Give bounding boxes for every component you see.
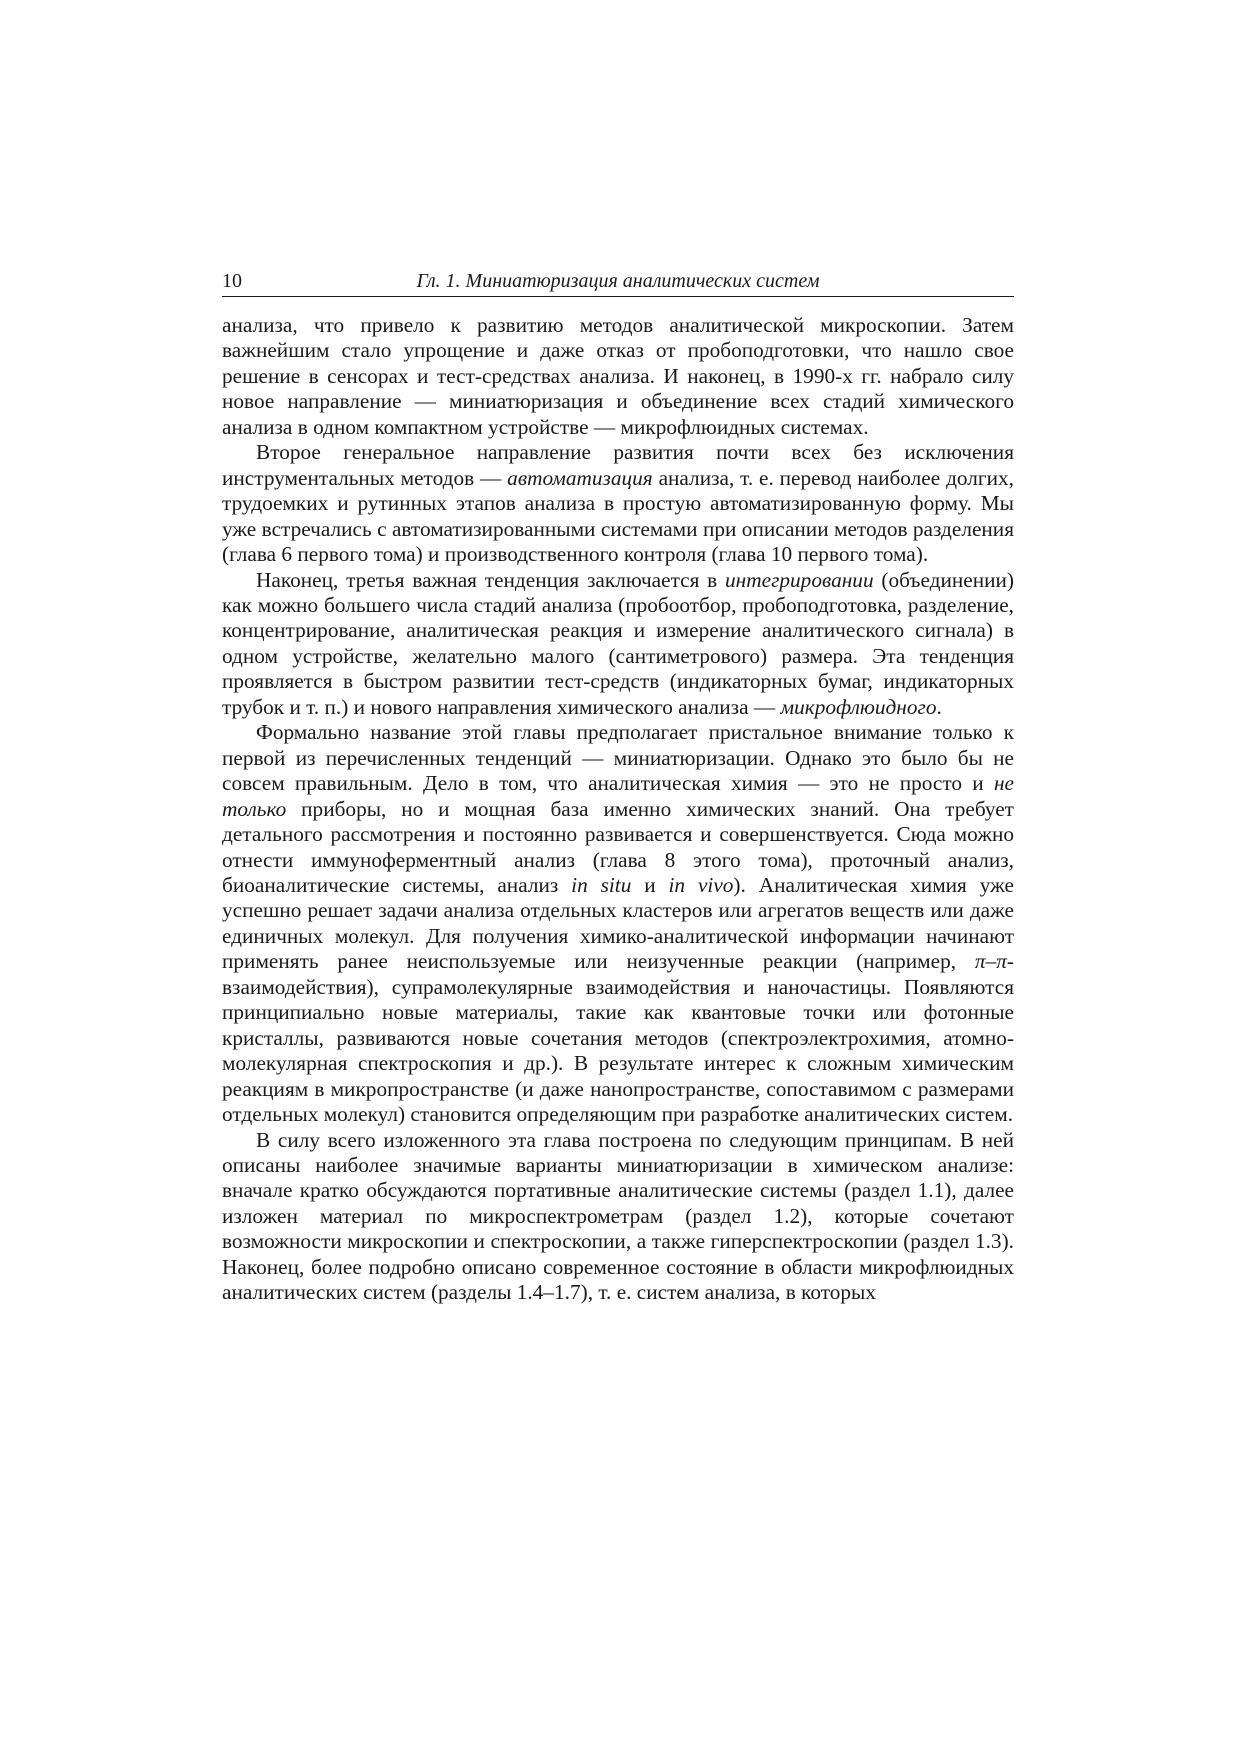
- paragraph-2-emphasis: автоматизация: [507, 465, 653, 490]
- paragraph-4-text-e: и: [631, 872, 669, 897]
- running-header: [222, 266, 1014, 297]
- paragraph-4: [222, 720, 1014, 1127]
- paragraph-5: В силу всего изложенного эта глава построена по следующим принципам. В ней описаны наиболее значимые варианты миниатюризации в химическом анализе: вначале кратко обсуждаются портативные аналитические системы (раздел 1.1), далее изложен материал по микроспектрометрам (раздел 1.2), которые сочетают возможности микроскопии и спектроскопии, а также гиперспектроскопии (раздел 1.3). Наконец, более подробно описано современное состояние в области микрофлюидных аналитических систем (разделы 1.4–1.7), т. е. систем анализа, в которых: [222, 1127, 1014, 1305]
- body-text: [222, 313, 1014, 1306]
- paragraph-4-text-a: Формально название этой главы предполагает пристальное внимание только к первой из перечисленных тенденций — миниатюризации. Однако это было бы не совсем правильным. Дело в том, что аналитическая химия — это не просто и: [222, 720, 1014, 796]
- running-title: Гл. 1. Миниатюризация аналитических систем: [416, 270, 820, 292]
- paragraph-4-math: π–π: [974, 949, 1007, 974]
- paragraph-2-text-c: анализа, т. е. перевод наиболее долгих, трудоемких и рутинных этапов анализа в простую автоматизированную форму. Мы уже встречались с автоматизированными системами при описании методов разделения (глава 6 первого тома) и производственного контроля (глава 10 первого тома).: [222, 465, 1015, 567]
- paragraph-3-text-c: (объединении) как можно большего числа стадий анализа (пробоотбор, пробоподготовка, разделение, концентрирование, аналитическая реакция и измерение аналитического сигнала) в одном устройстве, желательно малого (сантиметрового) размера. Эта тенденция проявляется в быстром развитии тест-средств (индикаторных бумаг, индикаторных трубок и т. п.) и нового направления химического анализа —: [222, 567, 1014, 719]
- paragraph-3-emphasis-1: интегрировании: [725, 567, 874, 592]
- paragraph-2-text-a: Второе генеральное направление развития почти всех без исключения инструментальных методов —: [222, 440, 1014, 490]
- paragraph-4-text-g: ). Аналитическая химия уже успешно решает задачи анализа отдельных кластеров или агрегатов веществ или даже единичных молекул. Для получения химико-аналитической информации начинают применять ранее неиспользуемые или неизученные реакции (например,: [222, 872, 1014, 974]
- paragraph-3-text-e: .: [936, 694, 942, 719]
- paragraph-2: [222, 440, 1014, 567]
- page-number: 10: [222, 270, 242, 292]
- paragraph-3: [222, 568, 1014, 721]
- paragraph-4-emphasis-3: in vivo: [668, 872, 734, 897]
- paragraph-4-text-i: -взаимодействия), супрамолекулярные взаимодействия и наночастицы. Появляются принципиально новые материалы, такие как квантовые точки или фотонные кристаллы, развиваются новые сочетания методов (спектроэлектрохимия, атомно-молекулярная спектроскопия и др.). В результате интерес к сложным химическим реакциям в микропространстве (и даже нанопространстве, сопоставимом с размерами отдельных молекул) становится определяющим при разработке аналитических систем.: [222, 949, 1014, 1127]
- paragraph-3-text-a: Наконец, третья важная тенденция заключается в: [256, 567, 726, 592]
- paragraph-4-emphasis-1: не только: [222, 771, 1014, 821]
- paragraph-3-emphasis-2: микрофлюидного: [780, 694, 937, 719]
- paragraph-4-text-c: приборы, но и мощная база именно химических знаний. Она требует детального рассмотрения и постоянно развивается и совершенствуется. Сюда можно отнести иммуноферментный анализ (глава 8 этого тома), проточный анализ, биоаналитические системы, анализ: [222, 796, 1014, 897]
- paragraph-1: анализа, что привело к развитию методов аналитической микроскопии. Затем важнейшим стало упрощение и даже отказ от пробоподготовки, что нашло свое решение в сенсорах и тест-средствах анализа. И наконец, в 1990-х гг. набрало силу новое направление — миниатюризация и объединение всех стадий химического анализа в одном компактном устройстве — микрофлюидных системах.: [222, 313, 1014, 439]
- paragraph-4-emphasis-2: in situ: [571, 872, 632, 897]
